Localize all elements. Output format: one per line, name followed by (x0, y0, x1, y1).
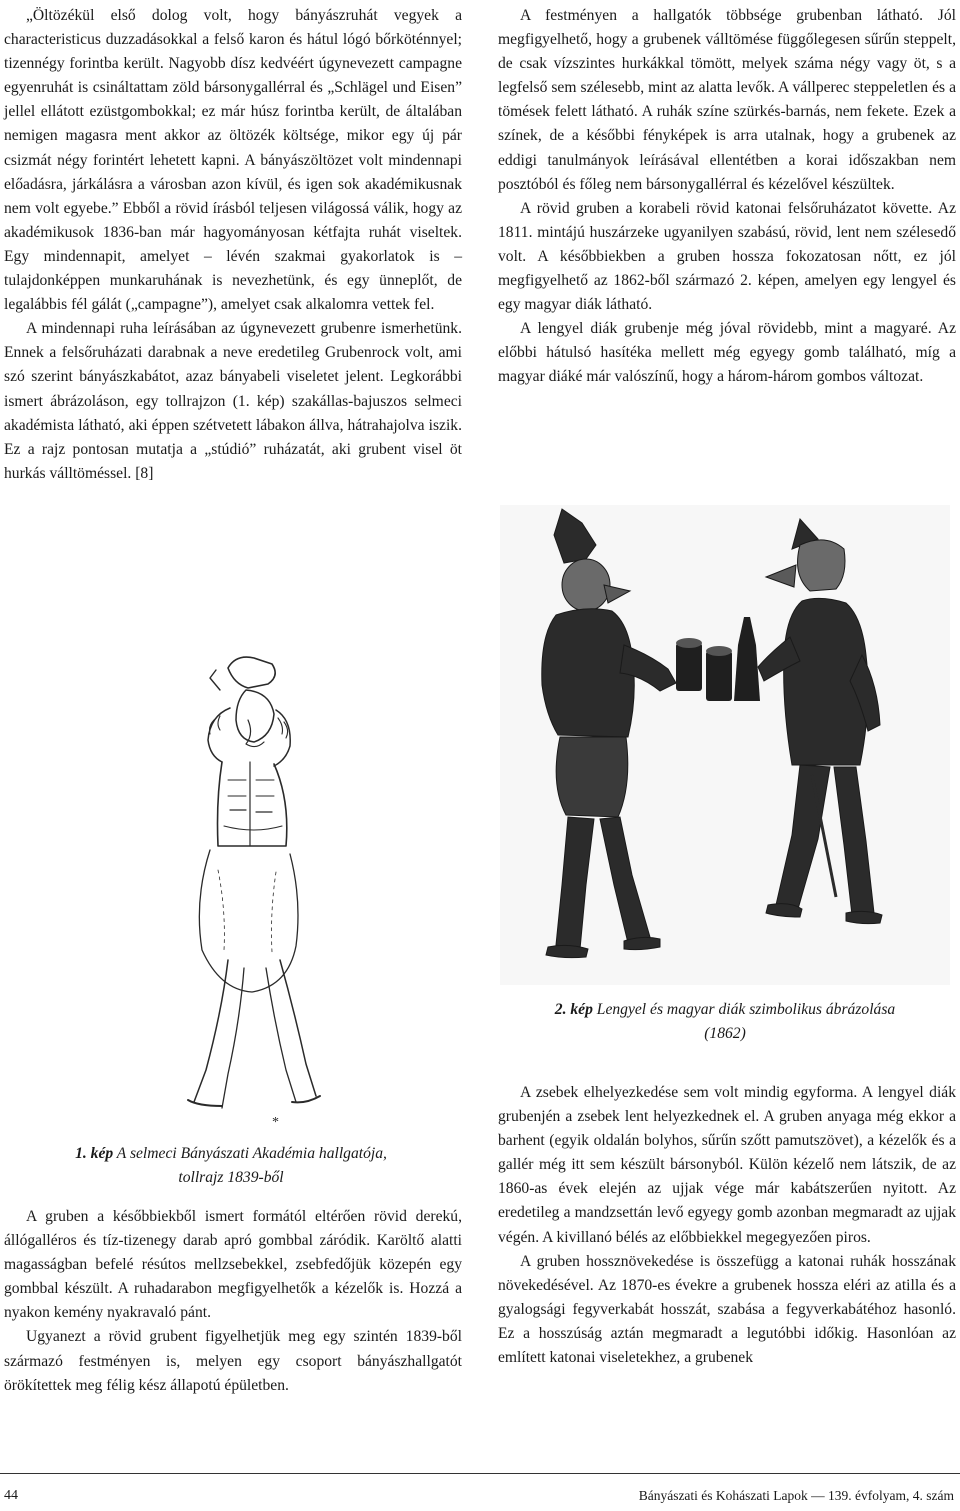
right-paragraph-4: A zsebek elhelyezkedése sem volt mindig egyforma. A lengyel diák grubenjén a zsebek lent helyezkednek el. A gruben anyaga még ekkor a barhent (egyik oldalán bolyhos, sűrűn szőtt pamutszövet), a kézelők és a gallér még itt sem készült bársonyból. Külön kézelő nem látszik, de az 1860-as évek elején az ujjak vége már kabátszerűen nyitott. Az eredetileg a mandzsettán levő egyegy gomb azonban megmaradt az ujjak végén. A kivillanó bélés az előbbiekkel megegyezően piros. (498, 1084, 956, 1246)
left-paragraph-3: A gruben a későbbiekből ismert formától eltérően rövid derekú, állógalléros és tíz-tizenegy darab apró gombbal záródik. Karöltő alatti magasságban befelé résútos mellzsebekkel, zsebfedőjük közepén egy gombbal készült. A ruhadarabon megfigyelhetők a kézelők is. Hozzá a nyakon kemény nyakravaló pánt. (4, 1208, 462, 1322)
right-column-top (498, 4, 956, 390)
right-paragraph-2: A rövid gruben a korabeli rövid katonai felsőruházatot követte. Az 1811. mintájú huszárzeke ugyanilyen szabású, rövid, lent nem szélesedő volt. A későbbiekben a gruben hossza fokozatosan nőtt, ez jól megfigyelhető az 1862-ből származó 2. képen, amelyen egy lengyel és egy magyar diák látható. (498, 199, 956, 314)
figure-2-drawing (500, 505, 950, 985)
figure-2-caption-number: 2. kép (554, 1001, 593, 1018)
figure-1-caption-line2: tollrajz 1839-ből (178, 1169, 284, 1186)
figure-1-drawing (150, 650, 350, 1130)
page-number: 44 (4, 1488, 18, 1503)
figure-1-caption-line1: A selmeci Bányászati Akadémia hallgatója, (116, 1145, 387, 1162)
right-paragraph-3: A lengyel diák grubenje még jóval rövidebb, mint a magyaré. Az előbbi hátulsó hasítéka mellett még egyegy gomb található, míg a magyar diáké már valószínű, hogy a három-három gombos változat. (498, 320, 956, 386)
figure-2-caption-line1: Lengyel és magyar diák szimbolikus ábrázolása (596, 1001, 896, 1018)
figure-2-caption-line2: (1862) (704, 1025, 746, 1042)
figure-2-caption (500, 998, 950, 1046)
left-paragraph-1: „Öltözékül első dolog volt, hogy bányászruhát vegyek a characteristicus duzzadásokkal a felső karon és hátul lógó bőrköténnyel; tizennégy forintba került. Nagyobb dísz kedvéért úgynevezett campagne egyenruhát is csináltattam zöld bársonygallérral és „Schlägel und Eisen” jellel ellátott ezüstgombokkal; ez már húsz forintba került, de általában nemigen magasra ment akkor az öltözék költsége, mikor egy új pár csizmát négy forintért lehetett kapni. A bányászöltözet volt mindennapi előadásra, járkálásra a városban azon kívül, és igen sok akadémikusnak nem volt egyebe.” Ebből a rövid írásból teljesen világossá válik, hogy az akadémikusok 1836-ban már hagyományosan kétfajta ruhát viseltek. Egy mindennapit, amelyet – lévén szakmai gyakorlatok is – tulajdonképpen munkaruhának is nevezhetünk, és egy ünneplőt, de legalábbis fél gálát („campagne”), amelyet csak alkalomra vettek fel. (4, 7, 462, 314)
right-column-bottom (498, 1081, 956, 1370)
svg-text:*: * (272, 1115, 279, 1130)
figure-1-caption-number: 1. kép (75, 1145, 114, 1162)
right-paragraph-5: A gruben hossznövekedése is összefügg a katonai ruhák hosszának növekedésével. Az 1870-es évekre a grubenek hossza eléri az atilla és a gyalogsági fegyverkabát hosszát, szabása a fegyverkabátéhoz hasonló. Ez a hosszúság aztán megmaradt a legutóbbi időkig. Hasonlóan az említett katonai viseletekhez, a grubenek (498, 1252, 956, 1367)
left-column-top (4, 4, 462, 486)
left-paragraph-2: A mindennapi ruha leírásában az úgynevezett grubenre ismerhetünk. Ennek a felsőruházati darabnak a neve eredetileg Grubenrock volt, ami szó szerint bányászkabátot, azaz bányabeli viseletet jelent. Legkorábbi ismert ábrázoláson, egy tollrajzon (1. kép) szakállas-bajuszos selmeci akadémista látható, aki éppen szétvetett lábakon állva, hátrahajolva iszik. Ez a rajz pontosan mutatja a „stúdió” ruházatát, aki grubent visel öt hurkás válltöméssel. [8] (4, 320, 462, 482)
footer-rule (0, 1473, 960, 1474)
left-column-bottom (4, 1205, 462, 1398)
left-paragraph-4: Ugyanezt a rövid grubent figyelhetjük meg egy szintén 1839-ből származó festményen is, melyen egy csoport bányászhallgatót örökítettek meg félig kész állapotú épületben. (4, 1328, 462, 1394)
figure-1-caption (0, 1142, 462, 1190)
right-paragraph-1: A festményen a hallgatók többsége grubenban látható. Jól megfigyelhető, hogy a grubenek válltömése függőlegesen sűrűn steppelt, de csak vízszintes hurkákkal tömött, melyek száma négy vagy öt, s a legfelső sem szélesebb, mint az alatta levők. A vállperec steppeletlen és a tömések felett látható. A ruhák színe szürkés-barnás, nem fekete. Ezek a színek, de a későbbi fényképek is arra utalnak, hogy a grubenek az eddigi tanulmányok leírásával ellentétben a korai időszakban nem posztóból és főleg nem bársonygallérral és kézelővel készültek. (498, 7, 956, 193)
journal-reference: Bányászati és Kohászati Lapok — 139. évfolyam, 4. szám (638, 1488, 954, 1503)
